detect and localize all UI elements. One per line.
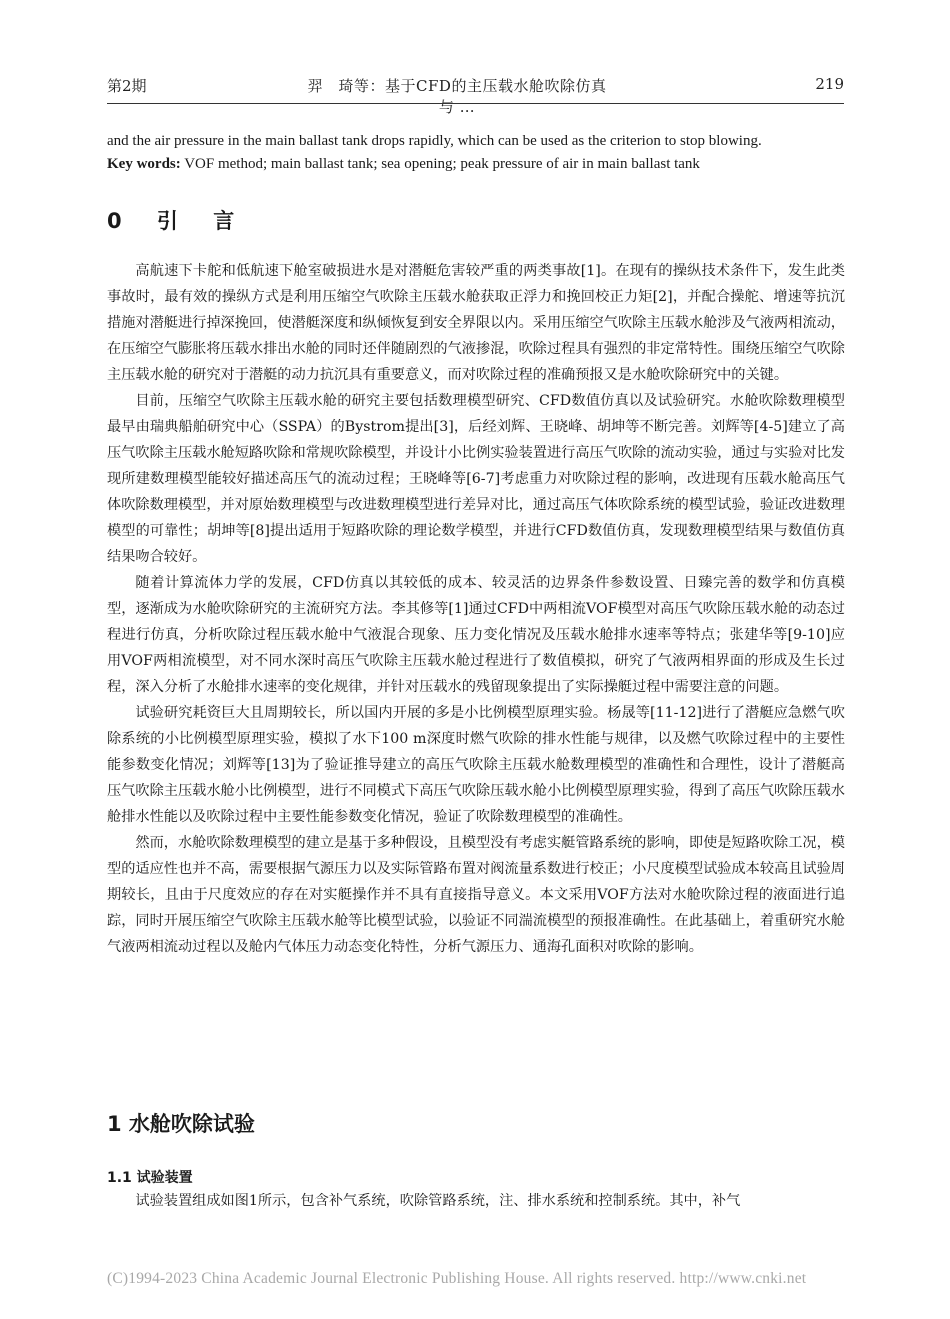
keywords-text: VOF method; main ballast tank; sea opening; peak pressure of air in main ballast tank: [180, 156, 700, 172]
section-1-heading: 1 水舱吹除试验: [107, 1112, 255, 1136]
section-0-body: [107, 258, 845, 960]
section-1-1-heading: 1.1 试验装置: [107, 1170, 193, 1186]
paragraph: 然而，水舱吹除数理模型的建立是基于多种假设，且模型没有考虑实艇管路系统的影响，即使是短路吹除工况，模型的适应性也并不高，需要根据气源压力以及实际管路布置对阀流量系数进行校正；小尺度模型试验成本较高且试验周期较长，且由于尺度效应的存在对实艇操作并不具有直接指导意义。本文采用VOF方法对水舱吹除过程的液面进行追踪，同时开展压缩空气吹除主压载水舱等比模型试验，以验证不同湍流模型的预报准确性。在此基础上，着重研究水舱气液两相流动过程以及舱内气体压力动态变化特性，分析气源压力、通海孔面积对吹除的影响。: [107, 835, 845, 955]
running-title: 羿 琦等：基于CFD的主压载水舱吹除仿真与 …: [307, 77, 607, 116]
issue-label: 第2期: [107, 77, 147, 95]
copyright-footer: (C)1994-2023 China Academic Journal Electronic Publishing House. All rights reserved. http://www.cnki.net: [107, 1270, 807, 1287]
paragraph: 高航速下卡舵和低航速下舱室破损进水是对潜艇危害较严重的两类事故[1]。在现有的操纵技术条件下，发生此类事故时，最有效的操纵方式是利用压缩空气吹除主压载水舱获取正浮力和挽回校正力矩[2]，并配合操舵、增速等抗沉措施对潜艇进行掉深挽回，使潜艇深度和纵倾恢复到安全界限以内。采用压缩空气吹除主压载水舱涉及气液两相流动，在压缩空气膨胀将压载水排出水舱的同时还伴随剧烈的气液掺混，吹除过程具有强烈的非定常特性。围绕压缩空气吹除主压载水舱的研究对于潜艇的动力抗沉具有重要意义，而对吹除过程的准确预报又是水舱吹除研究中的关键。: [107, 263, 845, 383]
header-rule: [107, 103, 844, 104]
keywords-label: Key words:: [107, 156, 181, 172]
abstract-end-line: and the air pressure in the main ballast tank drops rapidly, which can be used as the criterion to stop blowing.: [107, 133, 762, 149]
keywords-line: [107, 153, 847, 176]
section-1-body: [107, 1188, 845, 1214]
paragraph: 试验装置组成如图1所示，包含补气系统，吹除管路系统，注、排水系统和控制系统。其中，补气: [135, 1193, 741, 1209]
paragraph: 试验研究耗资巨大且周期较长，所以国内开展的多是小比例模型原理实验。杨晟等[11-12]进行了潜艇应急燃气吹除系统的小比例模型原理实验，模拟了水下100 m深度时燃气吹除的排水性能与规律，以及燃气吹除过程中的主要性能参数变化情况；刘辉等[13]为了验证推导建立的高压气吹除主压载水舱数理模型的准确性和合理性，设计了潜艇高压气吹除主压载水舱小比例模型，进行不同模式下高压气吹除压载水舱小比例模型原理实验，得到了高压气吹除压载水舱排水性能以及吹除过程中主要性能参数变化情况，验证了吹除数理模型的准确性。: [107, 705, 845, 825]
page-number: 219: [815, 75, 844, 93]
paragraph: 目前，压缩空气吹除主压载水舱的研究主要包括数理模型研究、CFD数值仿真以及试验研究。水舱吹除数理模型最早由瑞典船舶研究中心（SSPA）的Bystrom提出[3]，后经刘辉、王晓峰、胡坤等不断完善。刘辉等[4-5]建立了高压气吹除主压载水舱短路吹除和常规吹除模型，并设计小比例实验装置进行高压气吹除的流动实验，通过与实验对比发现所建数理模型能较好描述高压气的流动过程；王晓峰等[6-7]考虑重力对吹除过程的影响，改进现有压载水舱高压气体吹除数理模型，并对原始数理模型与改进数理模型进行差异对比，通过高压气体吹除系统的模型试验，验证改进数理模型的可靠性；胡坤等[8]提出适用于短路吹除的理论数学模型，并进行CFD数值仿真，发现数理模型结果与数值仿真结果吻合较好。: [107, 393, 845, 565]
section-0-heading: 0 引 言: [107, 209, 249, 233]
paragraph: 随着计算流体力学的发展，CFD仿真以其较低的成本、较灵活的边界条件参数设置、日臻完善的数学和仿真模型，逐渐成为水舱吹除研究的主流研究方法。李其修等[1]通过CFD中两相流VOF模型对高压气吹除压载水舱的动态过程进行仿真，分析吹除过程压载水舱中气液混合现象、压力变化情况及压载水舱排水速率等特点；张建华等[9-10]应用VOF两相流模型，对不同水深时高压气吹除主压载水舱过程进行了数值模拟，研究了气液两相界面的形成及生长过程，深入分析了水舱排水速率的变化规律，并针对压载水的残留现象提出了实际操艇过程中需要注意的问题。: [107, 575, 845, 695]
abstract-tail: [107, 130, 847, 176]
page-header: [107, 75, 844, 116]
